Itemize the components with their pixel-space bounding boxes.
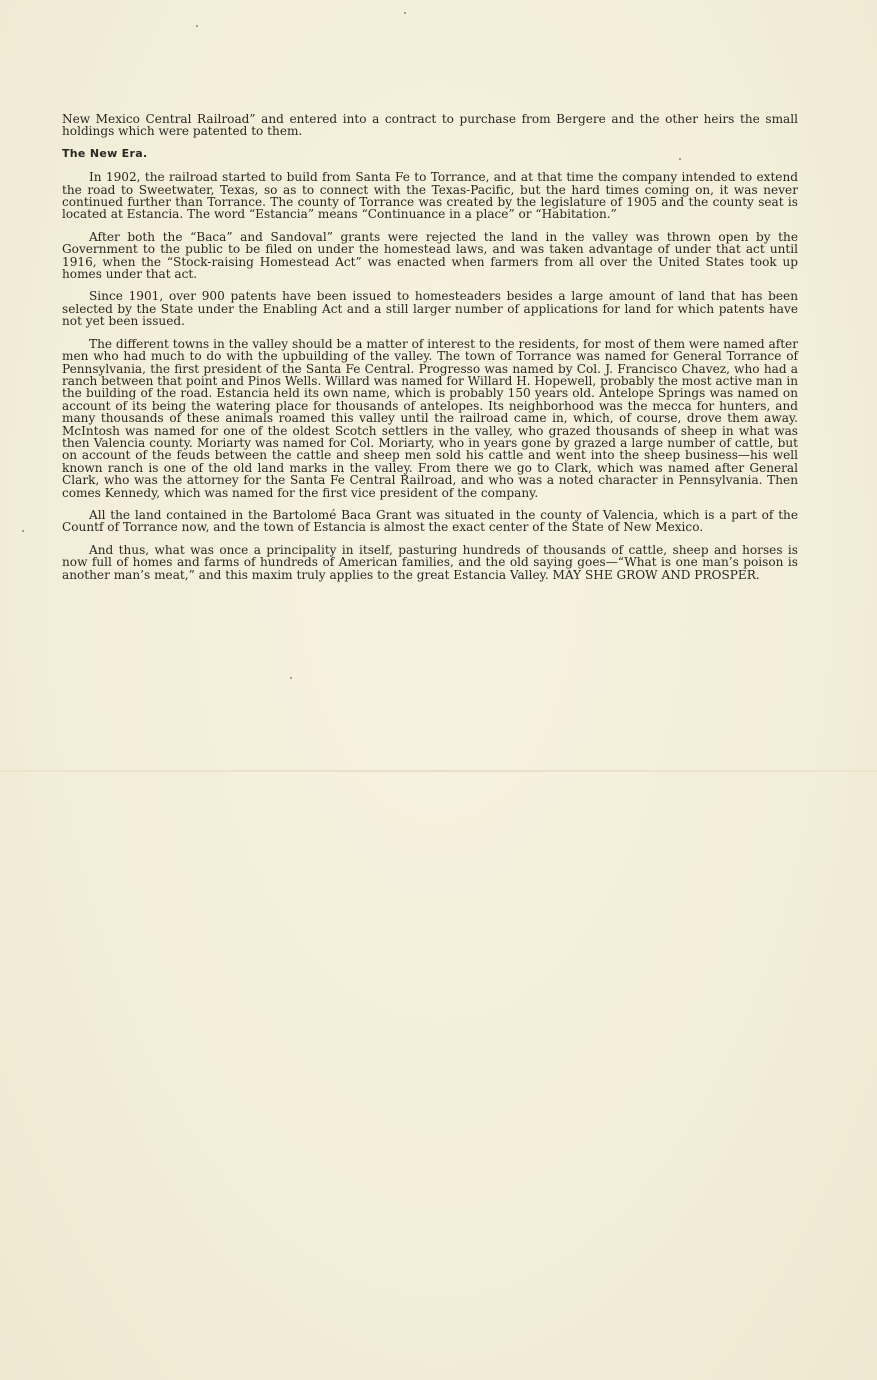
paragraph-towns: The different towns in the valley should be a matter of interest to the residents, for most of them were named after men who had much to do with the upbuilding of the valley. The town of Torrance was named for General Torrance of Pennsylvania, the first president of the Santa Fe Central. Progresso was named by Col. J. Francisco Chavez, who had a ranch between that point and Pinos Wells. Willard was named for Willard H. Hopewell, probably the most active man in the building of the road. Estancia held its own name, which is probably 150 years old. Antelope Springs was named on account of its being the watering place for thousands of antelopes. Its neighborhood was the mecca for hunters, and many thousands of these animals roamed this valley until the railroad came in, which, of course, drove them away. McIntosh was named for one of the oldest Scotch settlers in the valley, who grazed thousands of sheep in what was then Valencia county. Moriarty was named for Col. Moriarty, who in years gone by grazed a large number of cattle, but on account of the feuds between the cattle and sheep men sold his cattle and went into the sheep business—his well known ranch is one of the old land marks in the valley. From there we go to Clark, which was named after General Clark, who was the attorney for the Santa Fe Central Railroad, and who was a noted character in Pennsylvania. Then comes Kennedy, which was named for the first vice president of the company. <box>62 336 798 500</box>
page-fold-line <box>0 770 877 772</box>
paper-speck <box>404 12 406 14</box>
paper-speck <box>290 677 292 679</box>
paragraph-baca-grant: All the land contained in the Bartolomé Baca Grant was situated in the county of Valencia, which is a part of the Countf of Torrance now, and the town of Estancia is almost the exact center of the State of New Mexico. <box>62 507 798 535</box>
paper-speck <box>22 530 24 532</box>
paragraph-railroad: In 1902, the railroad started to build from Santa Fe to Torrance, and at that time the company intended to extend the road to Sweetwater, Texas, so as to connect with the Texas-Pacific, but the hard times coming on, it was never continued further than Torrance. The county of Torrance was created by the legislature of 1905 and the county seat is located at Estancia. The word “Estancia” means “Continuance in a place” or “Habitation.” <box>62 170 798 222</box>
document-body <box>62 113 798 591</box>
paragraph-closing: And thus, what was once a principality in itself, pasturing hundreds of thousands of cattle, sheep and horses is now full of homes and farms of hundreds of American families, and the old saying goes—“What is one man’s poison is another man’s meat,” and this maxim truly applies to the great Estancia Valley. MAY SHE GROW AND PROSPER. <box>62 542 798 582</box>
paragraph-grants: After both the “Baca” and Sandoval” grants were rejected the land in the valley was thrown open by the Government to the public to be filed on under the homestead laws, and was taken advantage of under that act until 1916, when the “Stock-raising Homestead Act” was enacted when farmers from all over the United States took up homes under that act. <box>62 229 798 282</box>
paper-speck <box>196 25 198 27</box>
paragraph-patents: Since 1901, over 900 patents have been issued to homesteaders besides a large amount of land that has been selected by the State under the Enabling Act and a still larger number of applications for land for which patents have not yet been issued. <box>62 289 798 329</box>
opening-paragraph: New Mexico Central Railroad” and entered into a contract to purchase from Bergere and the other heirs the small holdings which were patented to them. <box>62 112 798 139</box>
section-heading: The New Era. <box>62 146 148 160</box>
